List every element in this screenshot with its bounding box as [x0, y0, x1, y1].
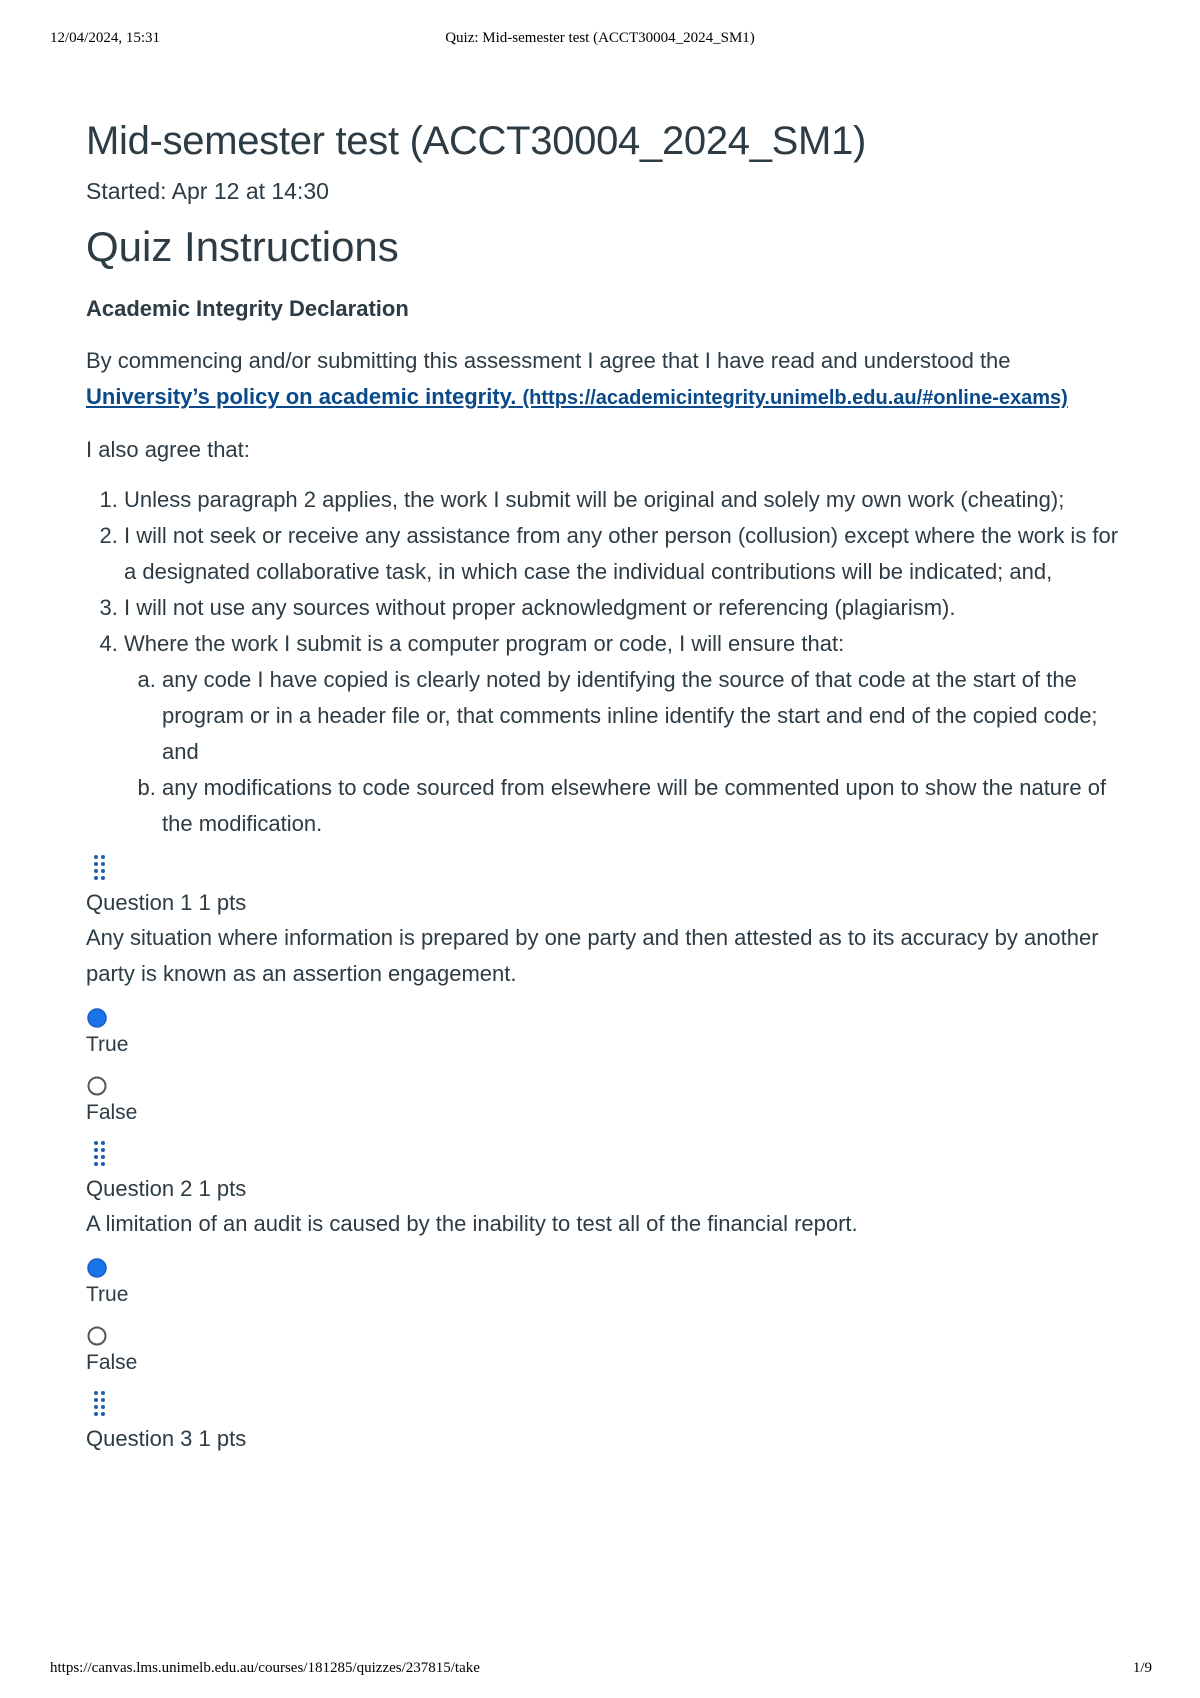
declaration-item-text: I will not seek or receive any assistance from any other person (collusion) except where the work is for a designated collaborative task, in which case the individual contributions will be indicated; and,: [124, 523, 1119, 584]
answer-option[interactable]: [86, 1326, 1126, 1378]
print-footer: [0, 1660, 1200, 1680]
question-header: Question 1 1 pts: [86, 890, 247, 915]
print-url: https://canvas.lms.unimelb.edu.au/courses/181285/quizzes/237815/take: [50, 1660, 480, 1676]
declaration-sub-item: [162, 770, 1126, 842]
print-page-number: 1/9: [1132, 1660, 1152, 1676]
print-page-title: Quiz: Mid-semester test (ACCT30004_2024_SM1): [445, 30, 755, 46]
print-datetime: 12/04/2024, 15:31: [50, 30, 161, 46]
declaration-item-text: Where the work I submit is a computer program or code, I will ensure that:: [124, 631, 845, 656]
declaration-item-text: I will not use any sources without proper acknowledgment or referencing (plagiarism).: [124, 595, 956, 620]
question-header: Question 3 1 pts: [86, 1426, 247, 1451]
declaration-item: [124, 626, 1126, 842]
answer-label: True: [86, 1033, 129, 1056]
question-text: A limitation of an audit is caused by the inability to test all of the financial report.: [86, 1211, 858, 1236]
policy-link-url: (https://academicintegrity.unimelb.edu.au/#online-exams): [522, 387, 1068, 409]
radio-selected-icon[interactable]: [87, 1258, 107, 1278]
radio-unselected-icon[interactable]: [87, 1076, 107, 1096]
answer-option[interactable]: [86, 1076, 1126, 1128]
question-3: [86, 1388, 1126, 1456]
question-text: Any situation where information is prepared by one party and then attested as to its accuracy by another party is known as an assertion engagement.: [86, 925, 1099, 986]
drag-handle-icon[interactable]: [88, 1388, 112, 1418]
radio-selected-icon[interactable]: [87, 1008, 107, 1028]
answer-label: False: [86, 1101, 138, 1124]
declaration-sub-item: [162, 662, 1126, 770]
also-agree-text: I also agree that:: [86, 437, 250, 462]
declaration-intro: [86, 343, 1126, 416]
answer-label: False: [86, 1351, 138, 1374]
declaration-item: [124, 518, 1126, 590]
question-2: [86, 1138, 1126, 1378]
radio-unselected-icon[interactable]: [87, 1326, 107, 1346]
drag-handle-icon[interactable]: [88, 1138, 112, 1168]
academic-integrity-policy-link[interactable]: [86, 384, 1068, 409]
print-header: [0, 30, 1200, 50]
answer-option[interactable]: [86, 1008, 1126, 1060]
quiz-instructions-heading: Quiz Instructions: [86, 223, 399, 270]
question-1: [86, 852, 1126, 1128]
declaration-heading: Academic Integrity Declaration: [86, 296, 409, 321]
declaration-item: [124, 590, 1126, 626]
policy-link-text: University’s policy on academic integrity.: [86, 384, 517, 409]
answer-label: True: [86, 1283, 129, 1306]
quiz-content: [86, 115, 1126, 1456]
declaration-intro-text: By commencing and/or submitting this assessment I agree that I have read and understood the: [86, 348, 1011, 373]
declaration-sub-item-text: any code I have copied is clearly noted by identifying the source of that code at the start of the program or in a header file or, that comments inline identify the start and end of the copied code; and: [162, 667, 1098, 764]
declaration-list: [86, 482, 1126, 842]
answer-option[interactable]: [86, 1258, 1126, 1310]
quiz-started-time: Started: Apr 12 at 14:30: [86, 178, 329, 204]
drag-handle-icon[interactable]: [88, 852, 112, 882]
declaration-sub-list: [124, 662, 1126, 842]
quiz-title: Mid-semester test (ACCT30004_2024_SM1): [86, 119, 867, 163]
declaration-item-text: Unless paragraph 2 applies, the work I submit will be original and solely my own work (cheating);: [124, 487, 1065, 512]
declaration-sub-item-text: any modifications to code sourced from elsewhere will be commented upon to show the nature of the modification.: [162, 775, 1107, 836]
declaration-item: [124, 482, 1126, 518]
question-header: Question 2 1 pts: [86, 1176, 247, 1201]
